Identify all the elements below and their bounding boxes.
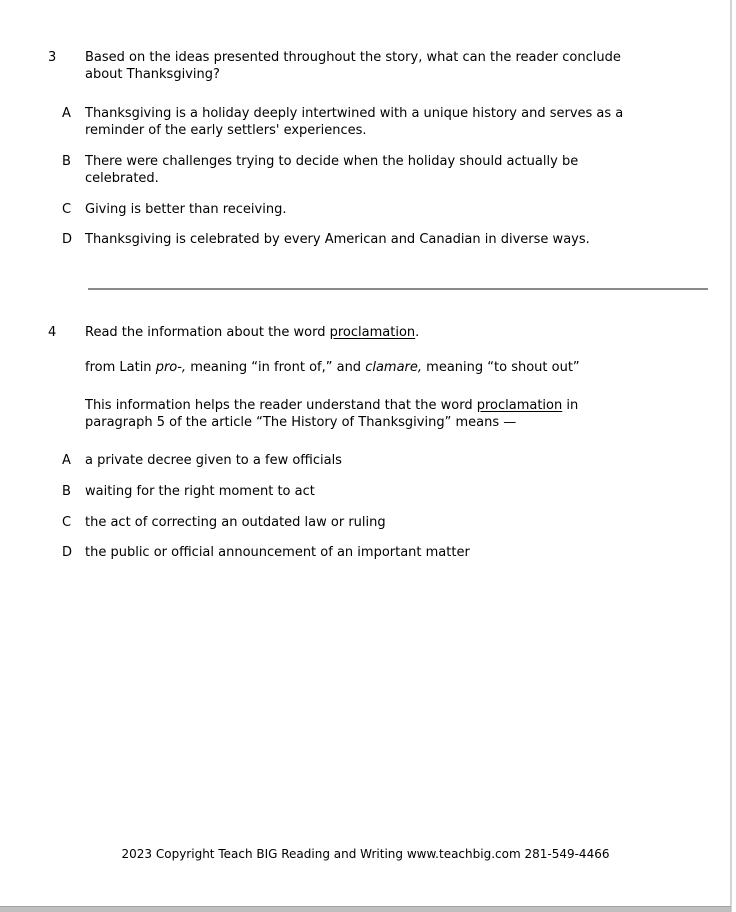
option-line: Thanksgiving is a holiday deeply intertwined with a unique history and serves as a: [85, 106, 624, 121]
question-4-number: 4: [48, 325, 57, 340]
option-line: There were challenges trying to decide when the holiday should actually be: [85, 154, 579, 169]
info-segment: in: [562, 398, 579, 413]
etymology-segment: meaning “in front of,” and: [186, 360, 366, 375]
option-line: celebrated.: [85, 171, 159, 186]
option-line: Giving is better than receiving.: [85, 202, 287, 217]
underlined-word: proclamation: [329, 325, 416, 340]
option-text: a private decree given to a few officials: [85, 453, 342, 468]
option-text: [85, 231, 705, 248]
option-letter: D: [62, 232, 73, 247]
question-4-stem: [85, 324, 707, 341]
question-4-option-b: [62, 483, 736, 500]
italic-word: pro-,: [155, 360, 187, 375]
option-text: the act of correcting an outdated law or ruling: [85, 515, 386, 530]
etymology-segment: from Latin: [85, 360, 156, 375]
option-text: the public or official announcement of an important matter: [85, 545, 470, 560]
question-4-option-d: [62, 544, 736, 561]
question-4-stem-row: [48, 324, 736, 341]
question-3-stem-row: [48, 49, 736, 83]
question-3-option-b: [62, 153, 736, 187]
stem-line: Based on the ideas presented throughout the story, what can the reader conclude: [85, 50, 621, 65]
stem-segment: Read the information about the word: [85, 325, 330, 340]
question-3-stem: [85, 49, 707, 83]
question-4-option-c: [62, 514, 736, 531]
stem-segment: .: [415, 325, 420, 340]
question-3-option-a: [62, 105, 736, 139]
option-letter: C: [62, 202, 72, 217]
option-text: [85, 201, 705, 218]
question-3-number: 3: [48, 50, 57, 65]
underlined-word: proclamation: [476, 398, 563, 413]
option-letter: B: [62, 484, 71, 499]
option-text: waiting for the right moment to act: [85, 484, 315, 499]
question-3: [0, 49, 736, 248]
option-letter: A: [62, 106, 71, 121]
info-line: paragraph 5 of the article “The History of Thanksgiving” means —: [85, 415, 517, 430]
etymology-line: [85, 359, 707, 376]
question-3-option-c: [62, 201, 736, 218]
option-letter: B: [62, 154, 71, 169]
option-letter: C: [62, 515, 72, 530]
info-segment: This information helps the reader understand that the word: [85, 398, 477, 413]
page-bottom-edge: [0, 906, 731, 912]
question-4-explanation: [85, 397, 707, 431]
section-divider: [88, 288, 708, 290]
option-letter: D: [62, 545, 73, 560]
etymology-segment: meaning “to shout out”: [422, 360, 580, 375]
question-4-option-a: [62, 452, 736, 469]
option-line: Thanksgiving is celebrated by every American and Canadian in diverse ways.: [85, 232, 590, 247]
italic-word: clamare,: [365, 360, 423, 375]
option-letter: A: [62, 453, 71, 468]
stem-line: about Thanksgiving?: [85, 67, 220, 82]
page-right-edge: [730, 0, 732, 912]
option-text: [85, 105, 705, 139]
option-text: [85, 153, 705, 187]
question-3-option-d: [62, 231, 736, 248]
question-4: [0, 324, 736, 561]
option-line: reminder of the early settlers' experiences.: [85, 123, 367, 138]
copyright-footer: 2023 Copyright Teach BIG Reading and Writing www.teachbig.com 281-549-4466: [121, 847, 610, 861]
